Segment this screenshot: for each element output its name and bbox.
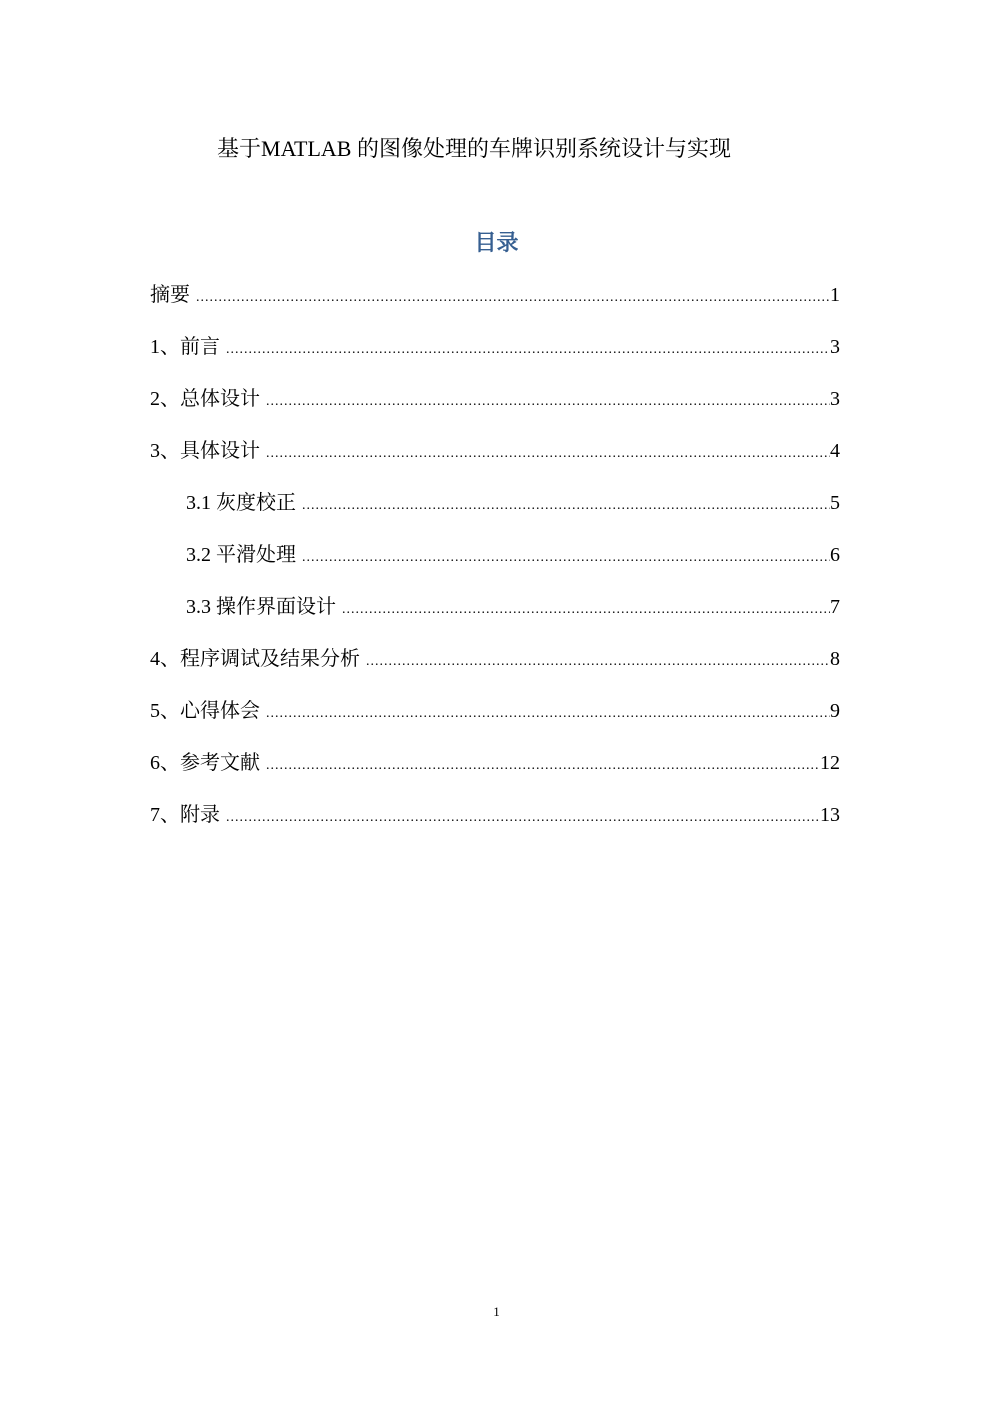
toc-entry-page: 8 <box>830 648 840 670</box>
toc-entry[interactable] <box>150 694 840 746</box>
toc-entry-label: 5、心得体会 <box>150 700 260 722</box>
toc-entry-page: 7 <box>830 596 840 618</box>
toc-leader-dots <box>226 810 820 826</box>
toc-entry-label: 1、前言 <box>150 336 220 358</box>
toc-entry-label: 7、附录 <box>150 804 220 826</box>
toc-leader-dots <box>302 498 830 514</box>
toc-entry-page: 6 <box>830 544 840 566</box>
toc-entry[interactable] <box>150 434 840 486</box>
toc-leader-dots <box>266 706 830 722</box>
toc-leader-dots <box>266 758 820 774</box>
toc-entry-page: 9 <box>830 700 840 722</box>
toc-leader-dots <box>226 342 830 358</box>
toc-entry-page: 13 <box>820 804 840 826</box>
toc-leader-dots <box>266 446 830 462</box>
toc-leader-dots <box>196 290 830 306</box>
toc-entry[interactable] <box>150 486 840 538</box>
toc-entry-label: 2、总体设计 <box>150 388 260 410</box>
toc-leader-dots <box>366 654 830 670</box>
toc-entry[interactable] <box>150 382 840 434</box>
toc-entry-label: 4、程序调试及结果分析 <box>150 648 360 670</box>
toc-entry[interactable] <box>150 330 840 382</box>
toc-entry-page: 3 <box>830 336 840 358</box>
toc-entry-label: 摘要 <box>150 284 190 306</box>
toc-leader-dots <box>342 602 830 618</box>
toc-leader-dots <box>302 550 830 566</box>
toc-heading: 目录 <box>474 230 519 255</box>
toc-leader-dots <box>266 394 830 410</box>
toc-entry[interactable] <box>150 538 840 590</box>
toc-entry[interactable] <box>150 746 840 798</box>
document-title: 基于MATLAB 的图像处理的车牌识别系统设计与实现 <box>217 136 731 161</box>
toc-entry[interactable] <box>150 590 840 642</box>
table-of-contents <box>150 278 840 850</box>
page-number: 1 <box>493 1304 500 1319</box>
toc-entry-label: 3.2 平滑处理 <box>186 544 296 566</box>
toc-entry[interactable] <box>150 798 840 850</box>
toc-entry-label: 3、具体设计 <box>150 440 260 462</box>
toc-entry-page: 4 <box>830 440 840 462</box>
toc-entry-page: 3 <box>830 388 840 410</box>
toc-entry-label: 3.1 灰度校正 <box>186 492 296 514</box>
toc-entry-page: 12 <box>820 752 840 774</box>
toc-entry-label: 3.3 操作界面设计 <box>186 596 336 618</box>
toc-entry-page: 5 <box>830 492 840 514</box>
toc-entry[interactable] <box>150 278 840 330</box>
toc-entry-label: 6、参考文献 <box>150 752 260 774</box>
toc-entry[interactable] <box>150 642 840 694</box>
toc-entry-page: 1 <box>830 284 840 306</box>
